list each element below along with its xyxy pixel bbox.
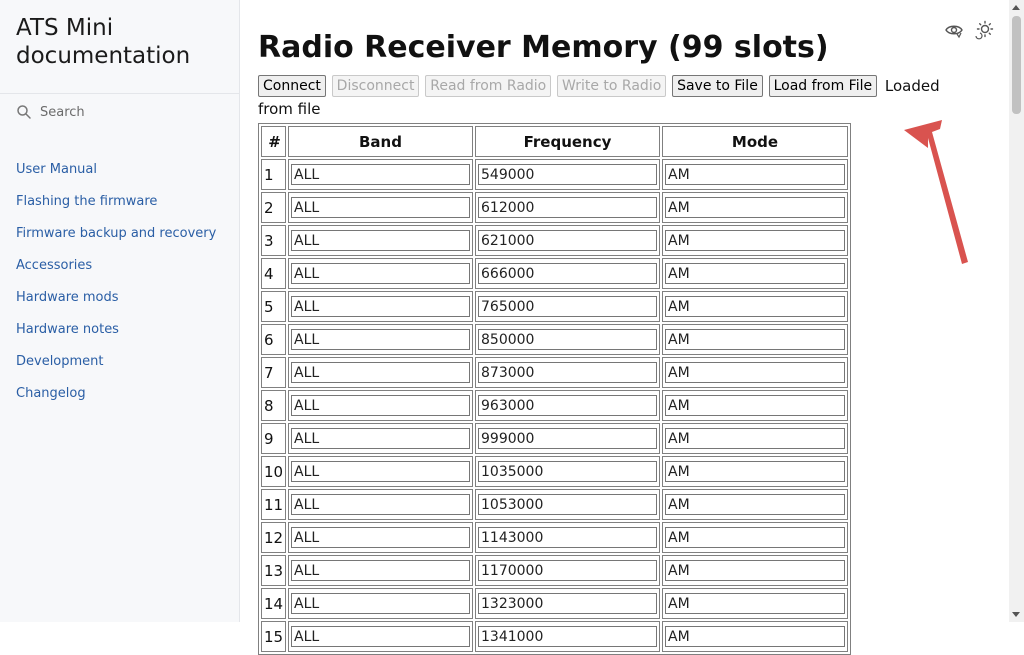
frequency-input[interactable]	[478, 527, 657, 548]
sidebar-link[interactable]: User Manual	[16, 162, 98, 177]
mode-cell	[662, 456, 848, 487]
frequency-input[interactable]	[478, 461, 657, 482]
band-cell	[288, 555, 473, 586]
band-input[interactable]	[291, 329, 470, 350]
table-row	[261, 423, 848, 454]
theme-toggle-icon[interactable]	[974, 20, 994, 40]
band-cell	[288, 258, 473, 289]
column-header-number: #	[261, 126, 286, 157]
mode-cell	[662, 258, 848, 289]
table-row	[261, 159, 848, 190]
slot-number: 11	[261, 489, 286, 520]
slot-number: 5	[261, 291, 286, 322]
band-input[interactable]	[291, 263, 470, 284]
table-row	[261, 489, 848, 520]
sidebar-nav	[16, 160, 216, 416]
toolbar	[258, 75, 978, 121]
frequency-cell	[475, 159, 660, 190]
mode-cell	[662, 522, 848, 553]
band-cell	[288, 390, 473, 421]
band-input[interactable]	[291, 560, 470, 581]
frequency-cell	[475, 258, 660, 289]
load-from-file-button[interactable]: Load from File	[769, 75, 878, 97]
band-cell	[288, 423, 473, 454]
scrollbar-thumb[interactable]	[1012, 16, 1021, 114]
frequency-input[interactable]	[478, 494, 657, 515]
mode-input[interactable]	[665, 428, 845, 449]
mode-input[interactable]	[665, 164, 845, 185]
sidebar-link[interactable]: Accessories	[16, 258, 93, 273]
search-placeholder[interactable]: Search	[40, 104, 85, 120]
frequency-cell	[475, 456, 660, 487]
mode-cell	[662, 423, 848, 454]
band-input[interactable]	[291, 197, 470, 218]
slot-number: 3	[261, 225, 286, 256]
band-input[interactable]	[291, 164, 470, 185]
write-to-radio-button[interactable]: Write to Radio	[557, 75, 666, 97]
mode-cell	[662, 555, 848, 586]
slot-number: 8	[261, 390, 286, 421]
mode-cell	[662, 390, 848, 421]
band-input[interactable]	[291, 494, 470, 515]
frequency-input[interactable]	[478, 626, 657, 647]
mode-input[interactable]	[665, 527, 845, 548]
sidebar-item-firmware-backup	[16, 224, 216, 256]
frequency-cell	[475, 390, 660, 421]
sidebar-link[interactable]: Development	[16, 354, 104, 369]
band-cell	[288, 489, 473, 520]
frequency-input[interactable]	[478, 197, 657, 218]
sidebar-item-changelog	[16, 384, 216, 416]
search-icon	[16, 104, 32, 120]
frequency-cell	[475, 621, 660, 652]
save-to-file-button[interactable]: Save to File	[672, 75, 763, 97]
slot-number: 1	[261, 159, 286, 190]
frequency-input[interactable]	[478, 593, 657, 614]
frequency-input[interactable]	[478, 164, 657, 185]
slot-number: 10	[261, 456, 286, 487]
mode-cell	[662, 291, 848, 322]
sidebar-divider	[0, 93, 239, 94]
sidebar-item-hardware-notes	[16, 320, 216, 352]
sidebar-link[interactable]: Hardware mods	[16, 290, 119, 305]
sidebar-link[interactable]: Firmware backup and recovery	[16, 226, 217, 241]
band-cell	[288, 357, 473, 388]
frequency-input[interactable]	[478, 560, 657, 581]
mode-cell	[662, 357, 848, 388]
band-input[interactable]	[291, 296, 470, 317]
mode-input[interactable]	[665, 461, 845, 482]
frequency-input[interactable]	[478, 296, 657, 317]
band-input[interactable]	[291, 428, 470, 449]
band-cell	[288, 621, 473, 652]
band-cell	[288, 522, 473, 553]
slot-number: 6	[261, 324, 286, 355]
mode-input[interactable]	[665, 560, 845, 581]
band-cell	[288, 588, 473, 619]
status-text: Loaded from file	[258, 77, 940, 118]
table-row	[261, 192, 848, 223]
table-body	[261, 159, 848, 652]
site-title[interactable]: ATS Mini documentation	[16, 15, 191, 69]
frequency-cell	[475, 489, 660, 520]
band-cell	[288, 159, 473, 190]
table-row	[261, 456, 848, 487]
disconnect-button[interactable]: Disconnect	[332, 75, 420, 97]
slot-number: 15	[261, 621, 286, 652]
column-header-band: Band	[288, 126, 473, 157]
frequency-input[interactable]	[478, 329, 657, 350]
mode-cell	[662, 621, 848, 652]
mode-input[interactable]	[665, 263, 845, 284]
mode-cell	[662, 159, 848, 190]
slot-number: 7	[261, 357, 286, 388]
mode-cell	[662, 225, 848, 256]
search-box[interactable]	[16, 101, 85, 123]
slot-number: 9	[261, 423, 286, 454]
band-cell	[288, 192, 473, 223]
mode-cell	[662, 324, 848, 355]
read-from-radio-button[interactable]: Read from Radio	[425, 75, 551, 97]
band-cell	[288, 324, 473, 355]
mode-input[interactable]	[665, 329, 845, 350]
sidebar-link[interactable]: Flashing the firmware	[16, 194, 158, 209]
frequency-input[interactable]	[478, 263, 657, 284]
scrollbar[interactable]	[1009, 0, 1024, 622]
frequency-cell	[475, 588, 660, 619]
page-title: Radio Receiver Memory (99 slots)	[258, 30, 829, 65]
sidebar-item-development	[16, 352, 216, 384]
mode-input[interactable]	[665, 395, 845, 416]
mode-cell	[662, 192, 848, 223]
band-input[interactable]	[291, 362, 470, 383]
table-row	[261, 621, 848, 652]
frequency-cell	[475, 522, 660, 553]
slot-number: 12	[261, 522, 286, 553]
table-row	[261, 555, 848, 586]
sidebar-item-user-manual	[16, 160, 216, 192]
mode-input[interactable]	[665, 626, 845, 647]
sidebar-item-flashing-firmware	[16, 192, 216, 224]
scroll-up-arrow-icon[interactable]	[1012, 5, 1020, 10]
band-input[interactable]	[291, 593, 470, 614]
sidebar-link[interactable]: Changelog	[16, 386, 86, 401]
sidebar-item-hardware-mods	[16, 288, 216, 320]
mode-input[interactable]	[665, 362, 845, 383]
sidebar-link[interactable]: Hardware notes	[16, 322, 119, 337]
frequency-cell	[475, 291, 660, 322]
band-input[interactable]	[291, 626, 470, 647]
slot-number: 13	[261, 555, 286, 586]
frequency-cell	[475, 192, 660, 223]
slot-number: 14	[261, 588, 286, 619]
mode-input[interactable]	[665, 494, 845, 515]
table-row	[261, 324, 848, 355]
band-input[interactable]	[291, 230, 470, 251]
frequency-cell	[475, 357, 660, 388]
frequency-input[interactable]	[478, 395, 657, 416]
connect-button[interactable]: Connect	[258, 75, 326, 97]
table-row	[261, 522, 848, 553]
table-header-row	[261, 126, 848, 157]
mode-input[interactable]	[665, 593, 845, 614]
table-row	[261, 291, 848, 322]
band-input[interactable]	[291, 395, 470, 416]
table-row	[261, 588, 848, 619]
band-input[interactable]	[291, 527, 470, 548]
table-row	[261, 225, 848, 256]
frequency-cell	[475, 324, 660, 355]
frequency-input[interactable]	[478, 230, 657, 251]
table-row	[261, 258, 848, 289]
slot-number: 2	[261, 192, 286, 223]
band-cell	[288, 291, 473, 322]
eye-icon[interactable]	[944, 20, 964, 40]
mode-input[interactable]	[665, 197, 845, 218]
sidebar	[0, 0, 240, 622]
band-cell	[288, 225, 473, 256]
mode-cell	[662, 489, 848, 520]
mode-cell	[662, 588, 848, 619]
memory-table	[258, 123, 851, 655]
column-header-frequency: Frequency	[475, 126, 660, 157]
frequency-cell	[475, 225, 660, 256]
band-input[interactable]	[291, 461, 470, 482]
sidebar-item-accessories	[16, 256, 216, 288]
frequency-cell	[475, 555, 660, 586]
scroll-down-arrow-icon[interactable]	[1012, 612, 1020, 617]
table-row	[261, 357, 848, 388]
slot-number: 4	[261, 258, 286, 289]
table-row	[261, 390, 848, 421]
mode-input[interactable]	[665, 230, 845, 251]
frequency-input[interactable]	[478, 428, 657, 449]
band-cell	[288, 456, 473, 487]
header-icons	[944, 20, 994, 40]
mode-input[interactable]	[665, 296, 845, 317]
column-header-mode: Mode	[662, 126, 848, 157]
frequency-cell	[475, 423, 660, 454]
frequency-input[interactable]	[478, 362, 657, 383]
